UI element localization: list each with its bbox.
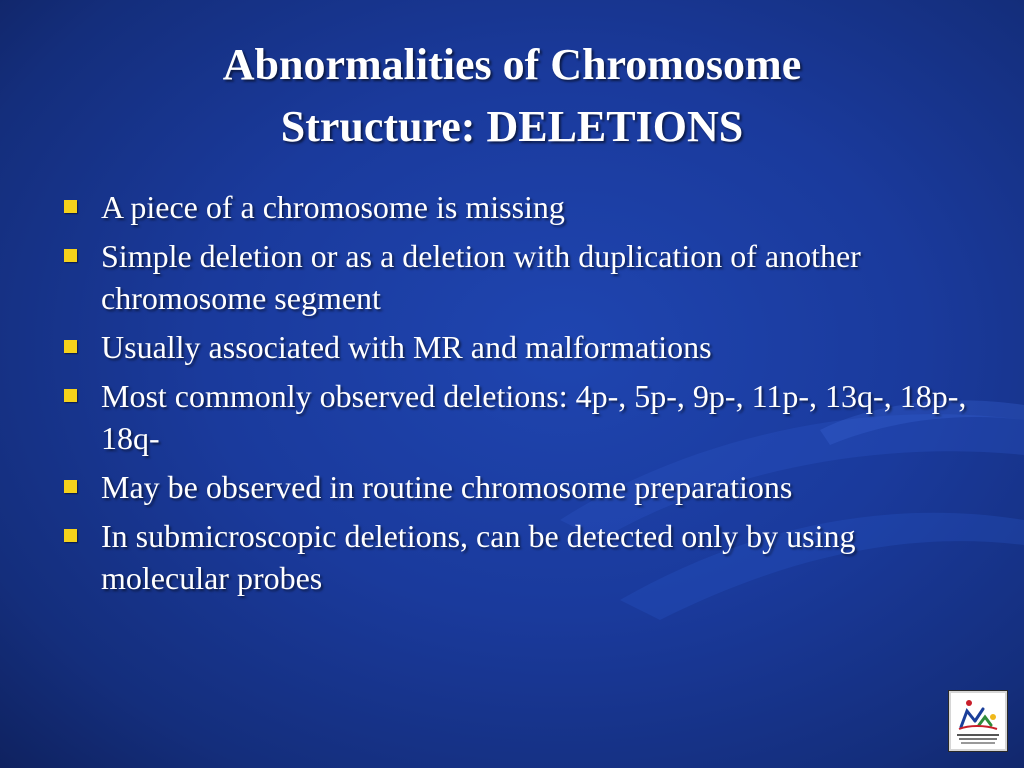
bullet-list — [60, 186, 970, 606]
bullet-text: In submicroscopic deletions, can be detected only by using molecular probes — [101, 518, 856, 596]
bullet-text: Simple deletion or as a deletion with duplication of another chromosome segment — [101, 238, 861, 316]
slide-title — [40, 34, 984, 158]
bullet-text: May be observed in routine chromosome preparations — [101, 469, 793, 505]
bullet-marker-icon — [64, 529, 77, 542]
bullet-item-6 — [60, 515, 970, 599]
bullet-marker-icon — [64, 480, 77, 493]
bullet-item-4 — [60, 375, 970, 459]
bullet-item-3 — [60, 326, 970, 368]
bullet-item-2 — [60, 235, 970, 319]
hospital-logo-icon — [948, 690, 1008, 752]
bullet-marker-icon — [64, 389, 77, 402]
bullet-item-5 — [60, 466, 970, 508]
bullet-marker-icon — [64, 340, 77, 353]
slide-title-line-2: Structure: DELETIONS — [280, 102, 744, 151]
bullet-text: Usually associated with MR and malformations — [101, 329, 712, 365]
bullet-marker-icon — [64, 249, 77, 262]
bullet-item-1 — [60, 186, 970, 228]
bullet-text: Most commonly observed deletions: 4p-, 5p-, 9p-, 11p-, 13q-, 18p-, 18q- — [101, 378, 967, 456]
slide-title-line-1: Abnormalities of Chromosome — [222, 40, 802, 89]
bullet-marker-icon — [64, 200, 77, 213]
bullet-text: A piece of a chromosome is missing — [101, 189, 565, 225]
